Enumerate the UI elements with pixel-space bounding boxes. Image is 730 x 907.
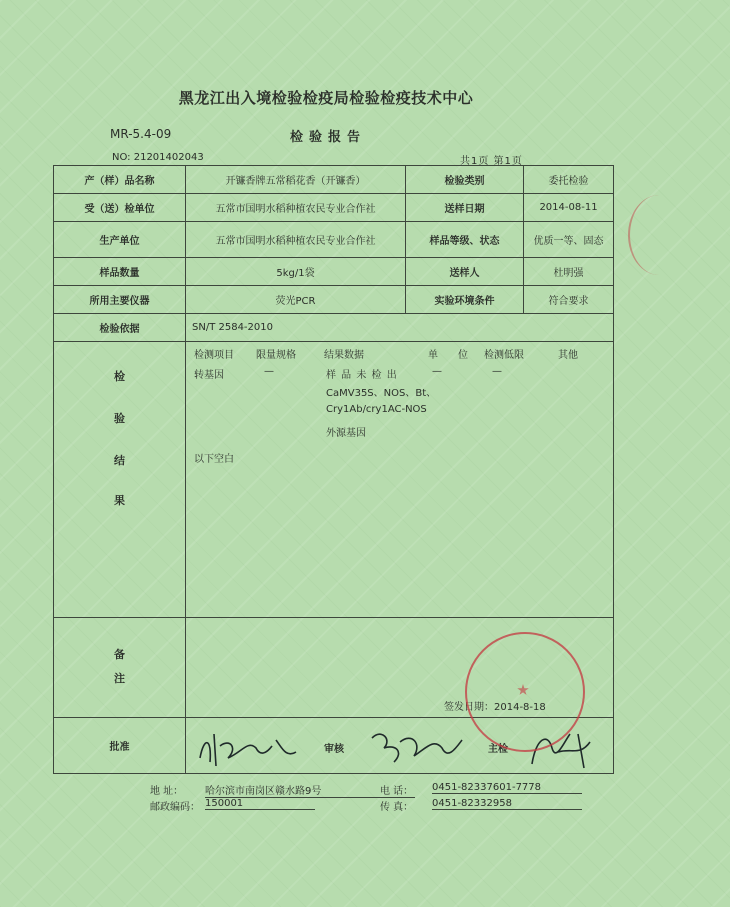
product-label: 产（样）品名称 (54, 166, 186, 194)
header-limit: 限量规格 (256, 350, 296, 361)
row-producer (54, 222, 614, 258)
results-char: 验 (114, 412, 125, 425)
quantity-label: 样品数量 (54, 258, 186, 286)
phone-label: 电 话： (380, 786, 414, 797)
instrument-value: 荧光PCR (186, 286, 406, 314)
product-value: 开镰香牌五常稻花香（开镰香） (186, 166, 406, 194)
basis-label: 检验依据 (54, 314, 186, 342)
remarks-label (54, 618, 186, 718)
grade-value: 优质一等、固态 (524, 222, 614, 258)
results-char: 果 (114, 494, 125, 507)
fax-text: 0451-82332958 (432, 798, 582, 810)
row-quantity (54, 258, 614, 286)
address-text: 哈尔滨市南岗区赣水路9号 (205, 782, 415, 798)
result-detail: Cry1Ab/cry1AC-NOS (326, 404, 427, 415)
basis-value: SN/T 2584-2010 (186, 314, 614, 342)
partial-seal (628, 195, 690, 275)
result-dash-limit: — (492, 366, 502, 377)
sender-label: 送样人 (406, 258, 524, 286)
postcode-label: 邮政编码： (150, 802, 200, 813)
environment-value: 符合要求 (524, 286, 614, 314)
header-other: 其他 (558, 350, 578, 361)
postcode-value (205, 798, 315, 810)
results-char: 结 (114, 454, 125, 467)
header-item: 检测项目 (194, 350, 234, 361)
center-title: 黑龙江出入境检验检疫局检验检疫技术中心 (178, 89, 474, 107)
header-unit-1: 单 (428, 350, 438, 361)
quantity-value: 5kg/1袋 (186, 258, 406, 286)
row-client (54, 194, 614, 222)
report-title: 检验报告 (290, 130, 367, 145)
result-item: 转基因 (194, 370, 224, 381)
remarks-char: 备 (114, 648, 125, 661)
chief-label: 主检 (488, 744, 508, 755)
header-result: 结果数据 (324, 350, 364, 361)
header-unit-2: 位 (458, 350, 468, 361)
remarks-char: 注 (114, 672, 125, 685)
results-label (54, 342, 186, 618)
results-char: 检 (114, 370, 125, 383)
header-detection-limit: 检测低限 (484, 350, 524, 361)
row-product (54, 166, 614, 194)
result-detail: CaMV35S、NOS、Bt、 (326, 388, 437, 399)
send-date-label: 送样日期 (406, 194, 524, 222)
approve-label: 批准 (54, 718, 186, 774)
result-dash-unit: — (432, 366, 442, 377)
row-basis (54, 314, 614, 342)
sender-value: 杜明强 (524, 258, 614, 286)
page-count: 共1页 第1页 (460, 156, 523, 167)
blank-note: 以下空白 (194, 454, 234, 465)
category-value: 委托检验 (524, 166, 614, 194)
instrument-label: 所用主要仪器 (54, 286, 186, 314)
address-label: 地 址： (150, 786, 184, 797)
result-value: 样 品 未 检 出 (326, 370, 398, 381)
results-body (186, 342, 614, 618)
environment-label: 实验环境条件 (406, 286, 524, 314)
review-label: 审核 (324, 744, 344, 755)
phone-text: 0451-82337601-7778 (432, 782, 582, 794)
send-date-value: 2014-08-11 (524, 194, 614, 222)
client-value: 五常市国明水稻种植农民专业合作社 (186, 194, 406, 222)
red-seal (465, 632, 585, 752)
fax-value (432, 798, 582, 810)
client-label: 受（送）检单位 (54, 194, 186, 222)
report-number: NO: 21201402043 (112, 152, 204, 163)
result-limit: — (264, 366, 274, 377)
row-instrument (54, 286, 614, 314)
result-detail: 外源基因 (326, 428, 366, 439)
fax-label: 传 真： (380, 802, 414, 813)
phone-value (432, 782, 582, 794)
row-results (54, 342, 614, 618)
issue-date: 签发日期：2014-8-18 (444, 702, 546, 713)
producer-value: 五常市国明水稻种植农民专业合作社 (186, 222, 406, 258)
form-code: MR-5.4-09 (110, 127, 172, 141)
producer-label: 生产单位 (54, 222, 186, 258)
grade-label: 样品等级、状态 (406, 222, 524, 258)
category-label: 检验类别 (406, 166, 524, 194)
postcode-text: 150001 (205, 798, 315, 810)
